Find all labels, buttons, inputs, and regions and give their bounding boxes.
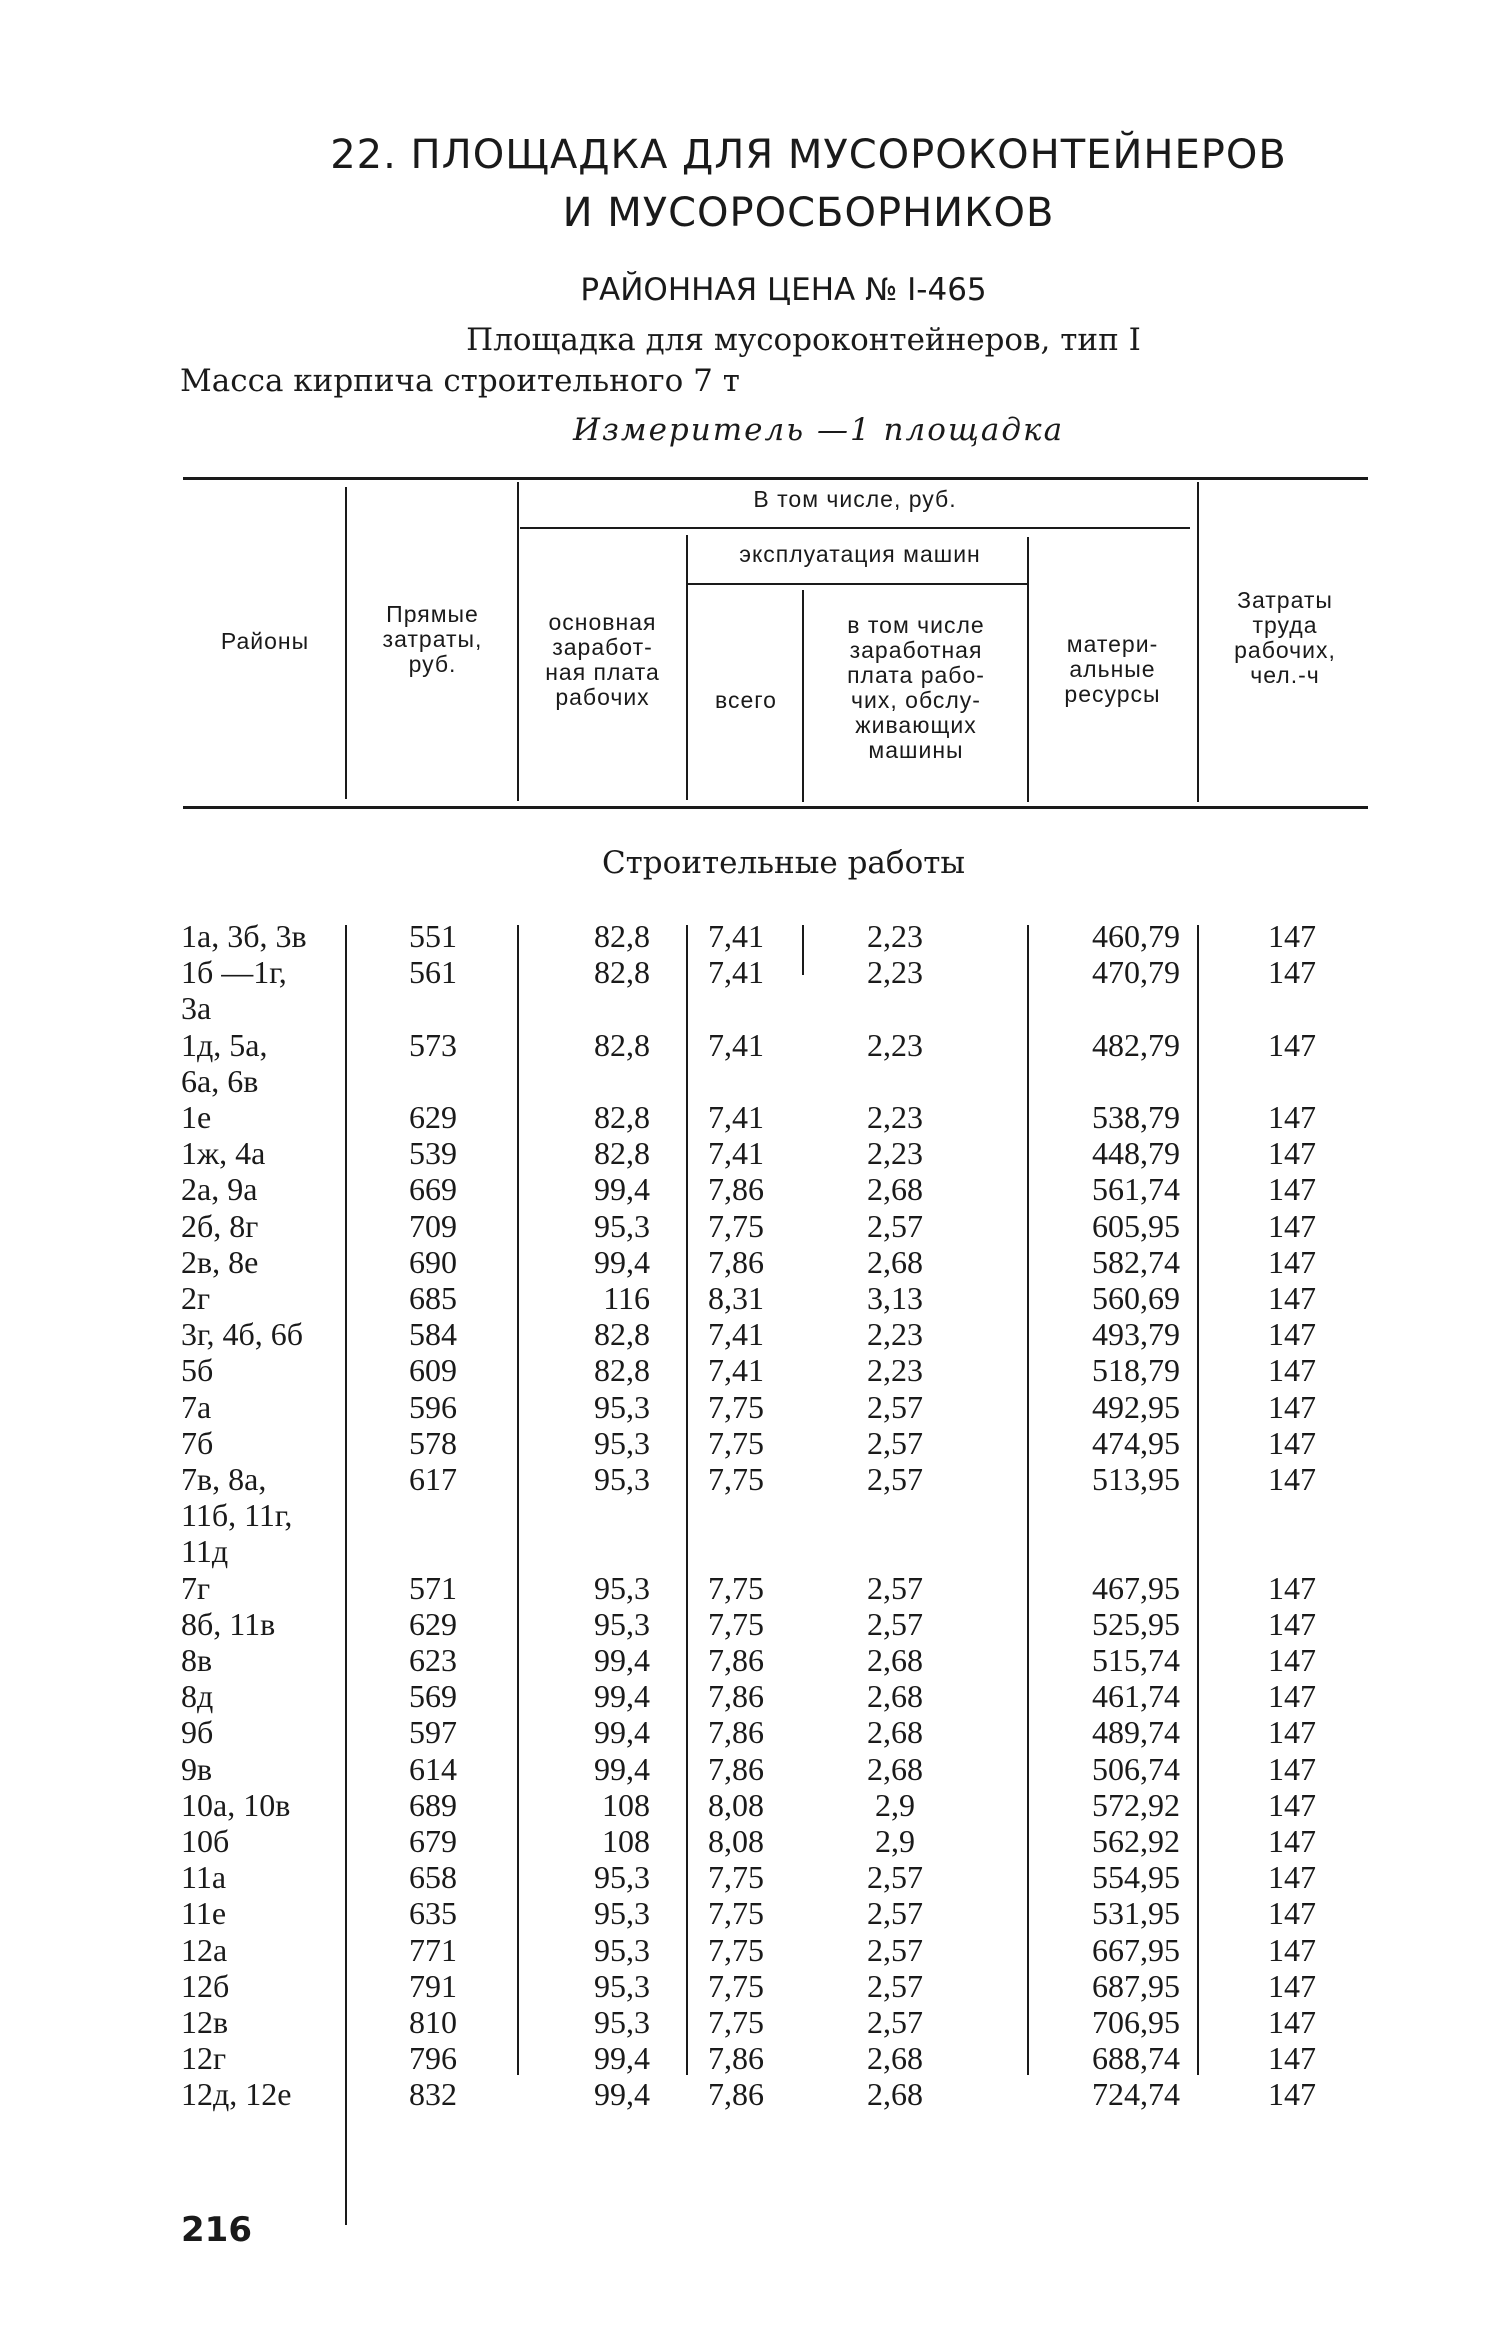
- cell-region: 9в: [181, 1751, 213, 1787]
- cell-region: 2г: [181, 1280, 211, 1316]
- cell-machines-total: 7,41: [708, 1135, 764, 1171]
- cell-region: 5б: [181, 1352, 214, 1388]
- cell-direct: 609: [409, 1352, 457, 1388]
- cell-labor: 147: [1268, 1678, 1316, 1714]
- cell-materials: 506,74: [1092, 1751, 1180, 1787]
- cell-region: 10б: [181, 1823, 230, 1859]
- cell-machines-total: 7,86: [708, 1751, 764, 1787]
- cell-base-wage: 116: [603, 1280, 650, 1316]
- cell-machines-total: 7,75: [708, 2004, 764, 2040]
- cell-machines-total: 7,41: [708, 918, 764, 954]
- cell-base-wage: 82,8: [594, 954, 650, 990]
- cell-machines-total: 7,75: [708, 1968, 764, 2004]
- cell-direct: 623: [409, 1642, 457, 1678]
- cell-base-wage: 99,4: [594, 1171, 650, 1207]
- cell-region: 12в: [181, 2004, 229, 2040]
- cell-base-wage: 95,3: [594, 1895, 650, 1931]
- header-machines: эксплуатация машин: [739, 541, 981, 567]
- cell-region: 12а: [181, 1932, 228, 1968]
- cell-machines-wage: 2,23: [867, 954, 923, 990]
- page-number: 216: [181, 2210, 252, 2250]
- cell-labor: 147: [1268, 1461, 1316, 1497]
- cell-base-wage: 95,3: [594, 1570, 650, 1606]
- cell-machines-wage: 2,9: [875, 1823, 915, 1859]
- section-title-line1: 22. ПЛОЩАДКА ДЛЯ МУСОРОКОНТЕЙНЕРОВ: [330, 132, 1287, 178]
- cell-direct: 571: [409, 1570, 457, 1606]
- cell-base-wage: 95,3: [594, 1968, 650, 2004]
- cell-materials: 493,79: [1092, 1316, 1180, 1352]
- cell-materials: 538,79: [1092, 1099, 1180, 1135]
- cell-labor: 147: [1268, 1244, 1316, 1280]
- cell-machines-total: 7,75: [708, 1606, 764, 1642]
- unit-note: Измеритель —1 площадка: [572, 412, 1065, 448]
- cell-direct: 614: [409, 1751, 457, 1787]
- cell-labor: 147: [1268, 1932, 1316, 1968]
- cell-machines-wage: 2,23: [867, 1027, 923, 1063]
- cell-machines-total: 7,41: [708, 954, 764, 990]
- cell-machines-wage: 2,57: [867, 1208, 923, 1244]
- cell-machines-total: 7,41: [708, 1316, 764, 1352]
- cell-region: 1е: [181, 1099, 212, 1135]
- cell-labor: 147: [1268, 1171, 1316, 1207]
- cell-direct: 578: [409, 1425, 457, 1461]
- cell-materials: 687,95: [1092, 1968, 1180, 2004]
- cell-labor: 147: [1268, 1027, 1316, 1063]
- cell-direct: 832: [409, 2076, 457, 2112]
- cell-direct: 709: [409, 1208, 457, 1244]
- cell-direct: 539: [409, 1135, 457, 1171]
- cell-machines-wage: 2,57: [867, 1859, 923, 1895]
- cell-machines-total: 7,41: [708, 1027, 764, 1063]
- cell-base-wage: 82,8: [594, 1027, 650, 1063]
- cell-direct: 573: [409, 1027, 457, 1063]
- cell-direct: 596: [409, 1389, 457, 1425]
- cell-labor: 147: [1268, 1352, 1316, 1388]
- cell-machines-total: 7,75: [708, 1570, 764, 1606]
- cell-region: 2б, 8г: [181, 1208, 259, 1244]
- cell-base-wage: 95,3: [594, 1859, 650, 1895]
- cell-labor: 147: [1268, 954, 1316, 990]
- cell-labor: 147: [1268, 1425, 1316, 1461]
- header-direct: Прямые затраты, руб.: [382, 601, 483, 677]
- cell-direct: 810: [409, 2004, 457, 2040]
- cell-base-wage: 108: [602, 1787, 650, 1823]
- section-title-line2: И МУСОРОСБОРНИКОВ: [562, 190, 1055, 236]
- cell-machines-wage: 2,57: [867, 2004, 923, 2040]
- cell-direct: 679: [409, 1823, 457, 1859]
- cell-base-wage: 99,4: [594, 2040, 650, 2076]
- cell-materials: 489,74: [1092, 1714, 1180, 1750]
- cell-machines-wage: 2,57: [867, 1606, 923, 1642]
- cell-machines-total: 7,86: [708, 1714, 764, 1750]
- cell-direct: 561: [409, 954, 457, 990]
- cell-labor: 147: [1268, 1714, 1316, 1750]
- cell-machines-wage: 2,23: [867, 1135, 923, 1171]
- cell-direct: 669: [409, 1171, 457, 1207]
- cell-materials: 492,95: [1092, 1389, 1180, 1425]
- cell-direct: 796: [409, 2040, 457, 2076]
- cell-machines-total: 7,75: [708, 1208, 764, 1244]
- cell-materials: 513,95: [1092, 1461, 1180, 1497]
- cell-machines-total: 7,86: [708, 1642, 764, 1678]
- cell-machines-wage: 2,23: [867, 918, 923, 954]
- cell-labor: 147: [1268, 1751, 1316, 1787]
- cell-machines-total: 7,75: [708, 1461, 764, 1497]
- cell-machines-wage: 3,13: [867, 1280, 923, 1316]
- cell-machines-total: 7,41: [708, 1099, 764, 1135]
- cell-region: 12г: [181, 2040, 227, 2076]
- cell-region: 1д, 5а, 6а, 6в: [181, 1027, 268, 1099]
- cell-labor: 147: [1268, 1208, 1316, 1244]
- cell-machines-wage: 2,57: [867, 1570, 923, 1606]
- cell-base-wage: 82,8: [594, 918, 650, 954]
- cell-region: 1ж, 4а: [181, 1135, 266, 1171]
- cell-machines-wage: 2,68: [867, 2076, 923, 2112]
- cell-labor: 147: [1268, 1099, 1316, 1135]
- cell-materials: 482,79: [1092, 1027, 1180, 1063]
- cell-region: 7г: [181, 1570, 211, 1606]
- cell-labor: 147: [1268, 1895, 1316, 1931]
- cell-materials: 560,69: [1092, 1280, 1180, 1316]
- cell-base-wage: 95,3: [594, 1208, 650, 1244]
- cell-labor: 147: [1268, 1316, 1316, 1352]
- header-machines-total: всего: [715, 687, 777, 713]
- cell-region: 2а, 9а: [181, 1171, 258, 1207]
- cell-region: 11е: [181, 1895, 227, 1931]
- cell-machines-wage: 2,68: [867, 1714, 923, 1750]
- cell-machines-wage: 2,57: [867, 1461, 923, 1497]
- cell-region: 1б —1г, 3а: [181, 954, 287, 1026]
- cell-base-wage: 95,3: [594, 1932, 650, 1968]
- section-label: Строительные работы: [601, 845, 966, 881]
- cell-materials: 724,74: [1092, 2076, 1180, 2112]
- cell-machines-wage: 2,68: [867, 1244, 923, 1280]
- cell-labor: 147: [1268, 1570, 1316, 1606]
- cell-machines-total: 8,08: [708, 1823, 764, 1859]
- cell-base-wage: 95,3: [594, 1606, 650, 1642]
- cell-base-wage: 99,4: [594, 1642, 650, 1678]
- price-label: РАЙОННАЯ ЦЕНА № I-465: [580, 272, 987, 308]
- cell-materials: 474,95: [1092, 1425, 1180, 1461]
- cell-labor: 147: [1268, 2004, 1316, 2040]
- cell-base-wage: 95,3: [594, 1461, 650, 1497]
- cell-materials: 470,79: [1092, 954, 1180, 990]
- cell-labor: 147: [1268, 1135, 1316, 1171]
- cell-base-wage: 95,3: [594, 1389, 650, 1425]
- cell-materials: 561,74: [1092, 1171, 1180, 1207]
- cell-materials: 515,74: [1092, 1642, 1180, 1678]
- header-machines-wage: в том числе заработная плата рабо- чих, обслу- живающих машины: [847, 612, 985, 763]
- cell-materials: 518,79: [1092, 1352, 1180, 1388]
- cell-region: 8в: [181, 1642, 213, 1678]
- cell-labor: 147: [1268, 1859, 1316, 1895]
- cell-base-wage: 82,8: [594, 1352, 650, 1388]
- cell-materials: 525,95: [1092, 1606, 1180, 1642]
- cell-direct: 658: [409, 1859, 457, 1895]
- cell-materials: 460,79: [1092, 918, 1180, 954]
- cell-region: 12д, 12е: [181, 2076, 292, 2112]
- cell-machines-total: 7,86: [708, 1171, 764, 1207]
- cell-machines-total: 8,08: [708, 1787, 764, 1823]
- cell-materials: 582,74: [1092, 1244, 1180, 1280]
- cell-direct: 685: [409, 1280, 457, 1316]
- cell-materials: 554,95: [1092, 1859, 1180, 1895]
- cell-base-wage: 82,8: [594, 1135, 650, 1171]
- cell-labor: 147: [1268, 1968, 1316, 2004]
- cell-materials: 605,95: [1092, 1208, 1180, 1244]
- cell-direct: 584: [409, 1316, 457, 1352]
- cell-machines-wage: 2,23: [867, 1099, 923, 1135]
- cell-machines-wage: 2,23: [867, 1352, 923, 1388]
- cell-machines-total: 7,41: [708, 1352, 764, 1388]
- cell-base-wage: 108: [602, 1823, 650, 1859]
- cell-base-wage: 82,8: [594, 1316, 650, 1352]
- cell-materials: 667,95: [1092, 1932, 1180, 1968]
- header-labor: Затраты труда рабочих, чел.-ч: [1234, 587, 1336, 688]
- cell-machines-wage: 2,68: [867, 2040, 923, 2076]
- cell-machines-total: 7,86: [708, 1244, 764, 1280]
- cell-region: 12б: [181, 1968, 230, 2004]
- cell-direct: 791: [409, 1968, 457, 2004]
- cell-direct: 629: [409, 1606, 457, 1642]
- cell-direct: 597: [409, 1714, 457, 1750]
- cell-machines-total: 7,75: [708, 1389, 764, 1425]
- cell-machines-wage: 2,57: [867, 1932, 923, 1968]
- cell-direct: 629: [409, 1099, 457, 1135]
- cell-region: 10а, 10в: [181, 1787, 291, 1823]
- cell-base-wage: 95,3: [594, 1425, 650, 1461]
- cell-base-wage: 82,8: [594, 1099, 650, 1135]
- cell-base-wage: 99,4: [594, 2076, 650, 2112]
- cell-materials: 688,74: [1092, 2040, 1180, 2076]
- cell-base-wage: 99,4: [594, 1244, 650, 1280]
- cell-machines-wage: 2,57: [867, 1425, 923, 1461]
- cell-base-wage: 99,4: [594, 1678, 650, 1714]
- cell-region: 7б: [181, 1425, 214, 1461]
- cell-labor: 147: [1268, 1823, 1316, 1859]
- cell-machines-total: 8,31: [708, 1280, 764, 1316]
- cell-labor: 147: [1268, 1787, 1316, 1823]
- cell-direct: 690: [409, 1244, 457, 1280]
- cell-region: 7а: [181, 1389, 212, 1425]
- subtitle: Площадка для мусороконтейнеров, тип I: [466, 322, 1141, 358]
- cell-labor: 147: [1268, 918, 1316, 954]
- cell-machines-total: 7,75: [708, 1859, 764, 1895]
- cell-materials: 467,95: [1092, 1570, 1180, 1606]
- cell-materials: 531,95: [1092, 1895, 1180, 1931]
- cell-labor: 147: [1268, 1280, 1316, 1316]
- cell-materials: 448,79: [1092, 1135, 1180, 1171]
- cell-labor: 147: [1268, 1606, 1316, 1642]
- cell-machines-wage: 2,68: [867, 1751, 923, 1787]
- cell-machines-wage: 2,57: [867, 1389, 923, 1425]
- cell-base-wage: 99,4: [594, 1714, 650, 1750]
- cell-machines-total: 7,86: [708, 1678, 764, 1714]
- cell-direct: 569: [409, 1678, 457, 1714]
- cell-machines-total: 7,86: [708, 2076, 764, 2112]
- cell-direct: 771: [409, 1932, 457, 1968]
- cell-region: 8д: [181, 1678, 214, 1714]
- cell-machines-wage: 2,68: [867, 1171, 923, 1207]
- header-including: В том числе, руб.: [753, 486, 957, 512]
- cell-direct: 617: [409, 1461, 457, 1497]
- header-base-wage: основная заработ- ная плата рабочих: [545, 609, 660, 710]
- mass-note: Масса кирпича строительного 7 т: [180, 363, 740, 399]
- cell-labor: 147: [1268, 1389, 1316, 1425]
- cell-direct: 635: [409, 1895, 457, 1931]
- cell-region: 1а, 3б, 3в: [181, 918, 307, 954]
- cell-machines-total: 7,75: [708, 1932, 764, 1968]
- cell-direct: 551: [409, 918, 457, 954]
- cell-machines-wage: 2,68: [867, 1678, 923, 1714]
- cell-labor: 147: [1268, 2040, 1316, 2076]
- cell-region: 7в, 8а, 11б, 11г, 11д: [181, 1461, 293, 1569]
- cell-materials: 562,92: [1092, 1823, 1180, 1859]
- cell-machines-total: 7,75: [708, 1895, 764, 1931]
- cell-machines-wage: 2,23: [867, 1316, 923, 1352]
- cell-materials: 461,74: [1092, 1678, 1180, 1714]
- cell-region: 2в, 8е: [181, 1244, 259, 1280]
- cell-region: 8б, 11в: [181, 1606, 276, 1642]
- cell-labor: 147: [1268, 1642, 1316, 1678]
- header-materials: матери- альные ресурсы: [1064, 631, 1161, 707]
- cell-machines-wage: 2,57: [867, 1895, 923, 1931]
- cell-materials: 706,95: [1092, 2004, 1180, 2040]
- cell-machines-total: 7,75: [708, 1425, 764, 1461]
- cell-base-wage: 99,4: [594, 1751, 650, 1787]
- header-regions: Районы: [220, 628, 310, 654]
- cell-machines-total: 7,86: [708, 2040, 764, 2076]
- cell-base-wage: 95,3: [594, 2004, 650, 2040]
- cell-machines-wage: 2,9: [875, 1787, 915, 1823]
- cell-machines-wage: 2,68: [867, 1642, 923, 1678]
- cell-materials: 572,92: [1092, 1787, 1180, 1823]
- cell-region: 3г, 4б, 6б: [181, 1316, 304, 1352]
- cell-machines-wage: 2,57: [867, 1968, 923, 2004]
- cell-labor: 147: [1268, 2076, 1316, 2112]
- cell-direct: 689: [409, 1787, 457, 1823]
- cell-region: 9б: [181, 1714, 214, 1750]
- cell-region: 11а: [181, 1859, 227, 1895]
